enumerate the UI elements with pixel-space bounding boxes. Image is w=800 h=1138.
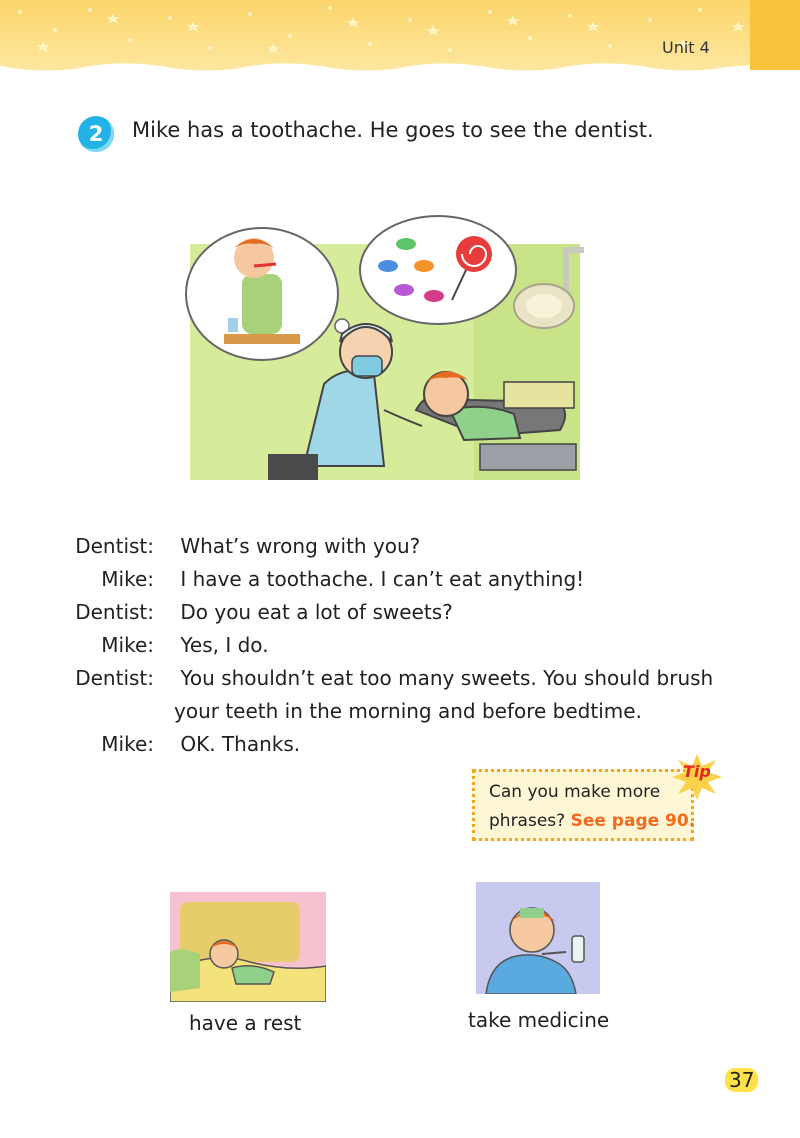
dialogue-line bbox=[60, 600, 453, 624]
dialogue-text: Yes, I do. bbox=[180, 633, 269, 657]
dialogue-text: What’s wrong with you? bbox=[180, 534, 421, 558]
dialogue-text: You shouldn’t eat too many sweets. You should brush bbox=[180, 666, 714, 690]
speaker-label: Dentist: bbox=[75, 600, 154, 624]
dialogue-line bbox=[60, 567, 584, 591]
see-page-link[interactable]: See page 90. bbox=[570, 811, 696, 831]
dentist-scene-illustration bbox=[184, 214, 584, 482]
tip-badge: Tip bbox=[683, 762, 711, 781]
tip-box bbox=[472, 769, 694, 841]
dialogue-line bbox=[60, 534, 420, 558]
exercise-number-badge: 2 bbox=[78, 116, 114, 152]
tip-line-2-prefix: phrases? bbox=[489, 811, 571, 831]
unit-label: Unit 4 bbox=[662, 38, 710, 57]
take-medicine-picture bbox=[476, 882, 600, 994]
dialogue-text: Do you eat a lot of sweets? bbox=[180, 600, 453, 624]
brushing-teeth-thought-bubble bbox=[186, 228, 338, 360]
tip-line-1: Can you make more bbox=[489, 782, 661, 802]
have-a-rest-picture bbox=[170, 892, 326, 1002]
dialogue-line bbox=[60, 633, 269, 657]
speaker-label: Mike: bbox=[101, 567, 154, 591]
speaker-label: Dentist: bbox=[75, 666, 154, 690]
speaker-label: Mike: bbox=[101, 633, 154, 657]
phrase-caption-have-a-rest: have a rest bbox=[189, 1011, 302, 1035]
dialogue-line bbox=[60, 732, 300, 756]
sweets-thought-bubble bbox=[360, 216, 516, 324]
tip-line-2 bbox=[489, 811, 695, 831]
speaker-label: Dentist: bbox=[75, 534, 154, 558]
dialogue-continuation: your teeth in the morning and before bedtime. bbox=[174, 699, 642, 723]
speaker-label: Mike: bbox=[101, 732, 154, 756]
page-number: 37 bbox=[725, 1068, 758, 1092]
exercise-instruction: Mike has a toothache. He goes to see the dentist. bbox=[132, 118, 654, 142]
dialogue-line bbox=[60, 666, 713, 690]
dialogue-text: I have a toothache. I can’t eat anything! bbox=[180, 567, 585, 591]
dialogue-text: OK. Thanks. bbox=[180, 732, 301, 756]
phrase-caption-take-medicine: take medicine bbox=[468, 1008, 610, 1032]
